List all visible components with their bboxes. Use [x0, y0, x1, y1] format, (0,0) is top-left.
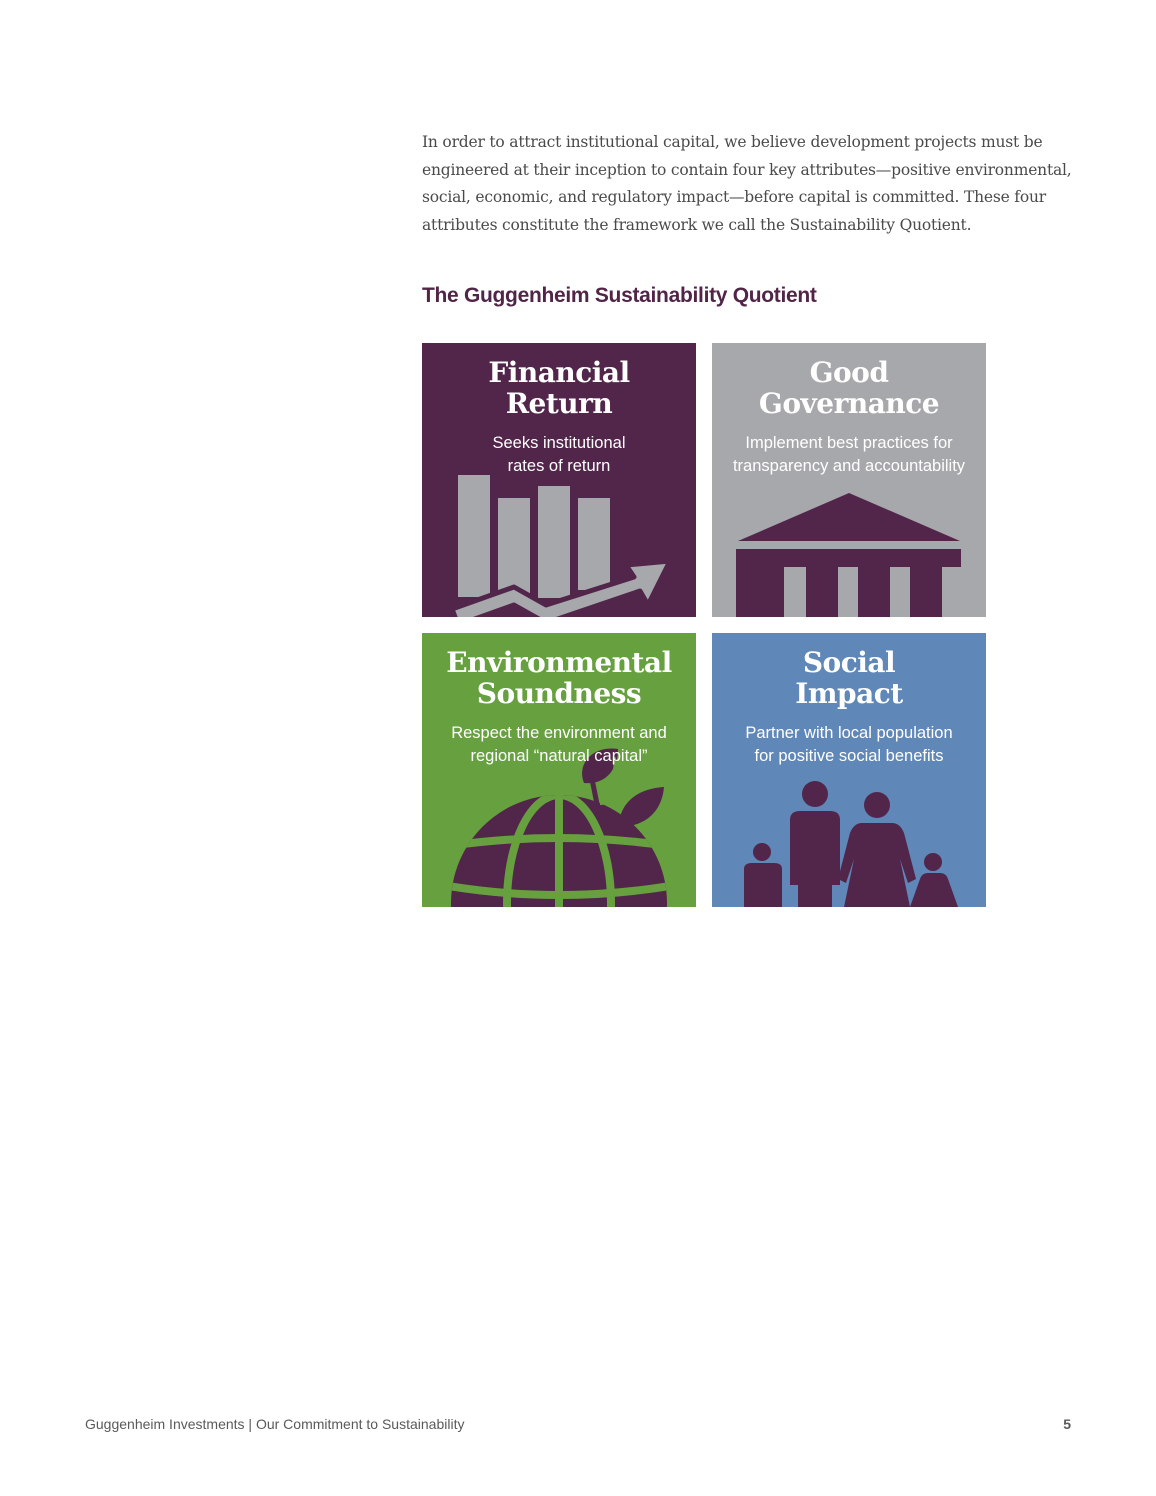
tile-desc-line: transparency and accountability	[732, 457, 966, 475]
tile-social-impact	[712, 633, 986, 907]
tile-description	[712, 722, 986, 768]
tile-title-line: Social	[802, 646, 896, 679]
tile-desc-line: for positive social benefits	[754, 747, 944, 765]
tile-good-governance	[712, 343, 986, 617]
tile-title-line: Return	[505, 387, 613, 420]
tile-title-line: Soundness	[476, 677, 642, 710]
page-number: 5	[1063, 1416, 1071, 1432]
tile-description	[422, 432, 696, 478]
tile-title	[712, 357, 986, 419]
tile-title-line: Financial	[488, 356, 630, 389]
tile-description	[712, 432, 986, 478]
tile-environmental-soundness	[422, 633, 696, 907]
tile-desc-line: Seeks institutional	[492, 434, 626, 452]
tile-desc-line: Respect the environment and	[451, 724, 667, 742]
tile-desc-line: rates of return	[507, 457, 611, 475]
tile-desc-line: Implement best practices for	[745, 434, 953, 452]
tile-title	[712, 647, 986, 709]
tile-title	[422, 647, 696, 709]
tile-title-line: Environmental	[446, 646, 672, 679]
tile-desc-line: regional “natural capital”	[470, 747, 648, 765]
footer-document-title: Guggenheim Investments | Our Commitment to Sustainability	[85, 1416, 465, 1432]
tile-title-line: Governance	[758, 387, 940, 420]
tile-financial-return	[422, 343, 696, 617]
section-title: The Guggenheim Sustainability Quotient	[422, 284, 817, 307]
tile-title-line: Good	[809, 356, 889, 389]
tile-title	[422, 357, 696, 419]
intro-paragraph: In order to attract institutional capital, we believe development projects must be engineered at their inception to contain four key attributes—positive environmental, social, economic, and regulatory impact—before capital is committed. These four attributes constitute the framework we call the Sustainability Quotient.	[422, 133, 1072, 234]
tile-description	[422, 722, 696, 768]
tile-title-line: Impact	[795, 677, 903, 710]
tile-desc-line: Partner with local population	[745, 724, 953, 742]
